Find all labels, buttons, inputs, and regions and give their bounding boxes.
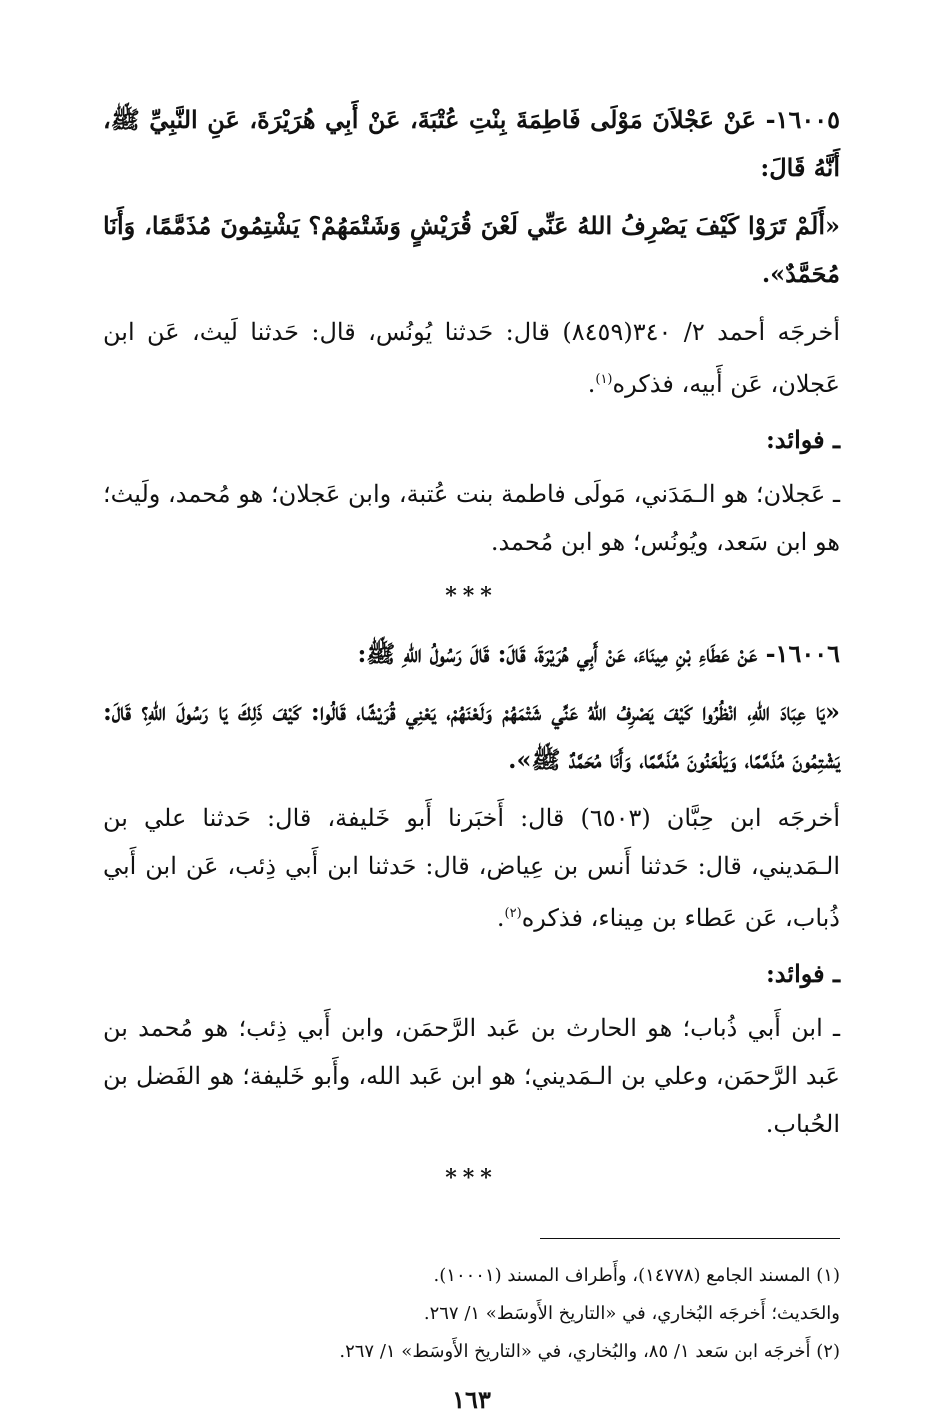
takhrij-text: أخرجَه أحمد ٢/ ٣٤٠(٨٤٥٩) قال: حَدثنا يُونُس، قال: حَدثنا لَيث، عَن ابن عَجلان، عَن أَبيه، فذكره [103,318,841,398]
hadith-16006-fawaid: ـ ابن أَبي ذُباب؛ هو الحارث بن عَبد الرَّحمَن، وابن أَبي ذِئب؛ هو مُحمد بن عَبد الرَّحمَن، وعلي بن الـمَديني؛ هو ابن عَبد الله، وأَبو خَليفة؛ هو الفَضل بن الحُباب. [103,1014,840,1138]
hadith-16005-fawaid: ـ عَجلان؛ هو الـمَدَني، مَولَى فاطمة بنت عُتبة، وابن عَجلان؛ هو مُحمد، ولَيث؛ هو ابن سَعد، ويُونُس؛ هو ابن مُحمد. [103,480,840,556]
hadith-16005-text: «أَلَمْ تَرَوْا كَيْفَ يَصْرِفُ اللهُ عَنِّي لَعْنَ قُرَيْشٍ وَشَتْمَهُمْ؟ يَشْتِمُونَ مُذَمَّمًا، وَأَنَا مُحَمَّدٌ». [103,211,840,288]
section-separator: *** [445,1165,498,1191]
footnote-1-continued: والحَديث؛ أَخرجَه البُخاري، في «التاريخ الأَوسَط» ١/ ٢٦٧. [423,1303,840,1324]
page-number: ١٦٣ [452,1385,491,1414]
footnote-ref: (٢) [504,906,522,921]
hadith-16006-header: ١٦٠٠٦- عَنْ عَطَاءِ بْنِ مِينَاءَ، عَنْ أَبِي هُرَيْرَةَ، قَالَ: قَالَ رَسُولُ اللهِ ﷺ: [357,639,840,668]
footnote-2: (٢) أَخرجَه ابن سَعد ١/ ٨٥، والبُخاري، في «التاريخ الأَوسَط» ١/ ٢٦٧. [339,1341,840,1362]
section-separator: *** [445,583,498,609]
hadith-16006-takhrij [103,794,840,942]
footnote-1: (١) المسند الجامع (١٤٧٧٨)، وأَطراف المسند (١٠٠٠١). [433,1265,840,1286]
hadith-16006-text: «يَا عِبَادَ اللهِ، انْظُرُوا كَيْفَ يَصْرِفُ اللهُ عَنِّي شَتْمَهُمْ وَلَعْنَهُمْ، يَعْنِي قُرَيْشًا، قَالُوا: كَيْفَ ذَلِكَ يَا رَسُولَ اللهِ؟ قَالَ: يَشْتِمُونَ مُذَمَّمًا، وَيَلْعَنُونَ مُذَمَّمًا، وَأَنَا مُحَمَّدٌ ﷺ». [103,697,840,774]
footnote-divider [540,1238,840,1239]
takhrij-end: . [496,904,505,932]
fawaid-label: ـ فوائد: [765,959,840,988]
hadith-16005-header: ١٦٠٠٥- عَنْ عَجْلاَنَ مَوْلَى فَاطِمَةَ بِنْتِ عُتْبَةَ، عَنْ أَبِي هُرَيْرَةَ، عَنِ النَّبِيِّ ﷺ، أَنَّهُ قَالَ: [103,105,840,182]
takhrij-text: أخرجَه ابن حِبَّان (٦٥٠٣) قال: أَخبَرنا أَبو خَليفة، قال: حَدثنا علي بن الـمَديني، قال: حَدثنا أَنس بن عِياض، قال: حَدثنا ابن أَبي ذِئب، عَن ابن أَبي ذُباب، عَن عَطاء بن مِيناء، فذكره [103,804,840,932]
fawaid-label: ـ فوائد: [765,425,840,454]
footnote-ref: (١) [595,372,613,387]
takhrij-end: . [587,370,596,398]
hadith-16005-takhrij [103,308,840,408]
